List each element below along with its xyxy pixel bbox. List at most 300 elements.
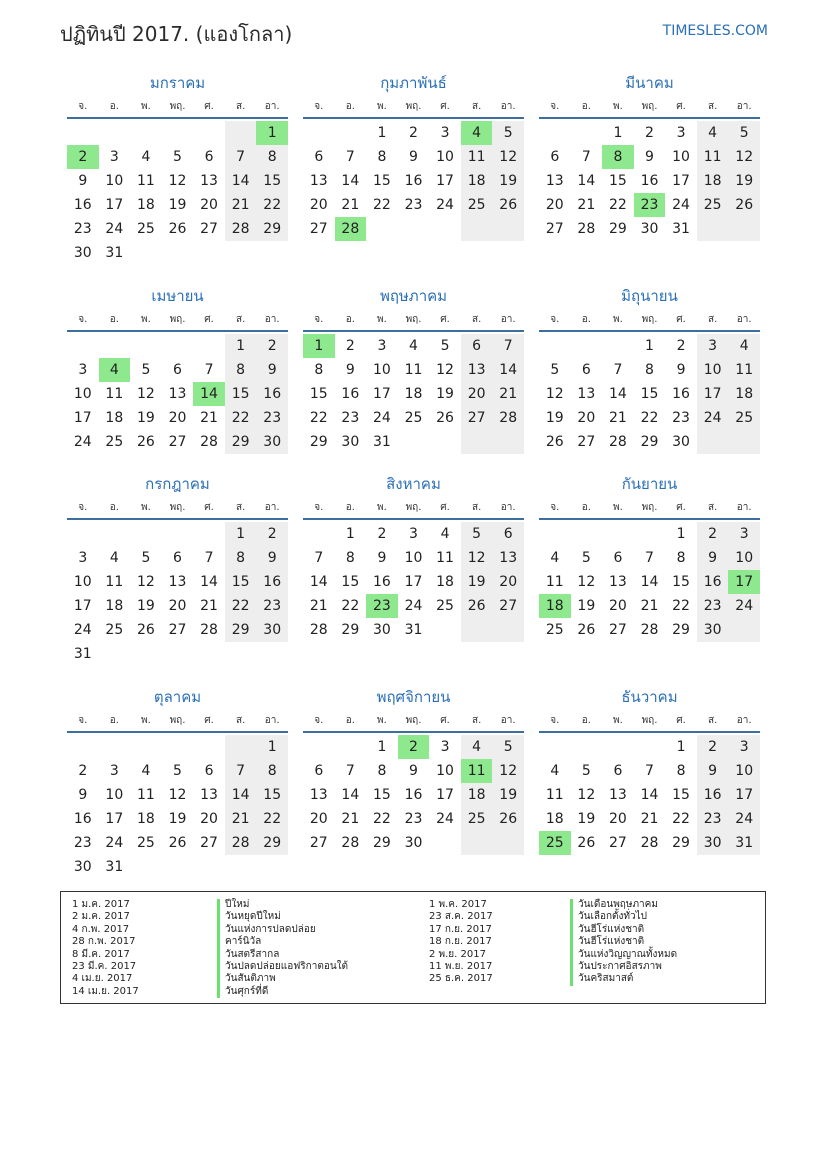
day-cell[interactable]: 17	[735, 787, 754, 803]
day-cell[interactable]: 5	[141, 550, 151, 566]
day-cell[interactable]: 28	[200, 434, 218, 450]
day-cell[interactable]: 2	[377, 526, 387, 542]
day-cell[interactable]: 7	[503, 338, 513, 354]
day-cell[interactable]: 2	[676, 338, 686, 354]
day-cell[interactable]: 30	[263, 622, 282, 638]
day-cell[interactable]: 13	[499, 550, 518, 566]
day-cell[interactable]: 23	[263, 410, 282, 426]
day-cell[interactable]: 26	[735, 197, 754, 213]
day-cell[interactable]: 1	[377, 125, 387, 141]
day-cell[interactable]: 30	[640, 221, 659, 237]
day-cell[interactable]: 30	[672, 434, 690, 450]
day-cell[interactable]: 30	[341, 434, 360, 450]
day-cell[interactable]: 25	[735, 410, 754, 426]
day-cell[interactable]: 9	[708, 550, 718, 566]
day-cell[interactable]: 29	[263, 221, 282, 237]
day-cell[interactable]: 12	[735, 149, 754, 165]
day-cell[interactable]: 9	[645, 149, 654, 165]
day-cell[interactable]: 25	[436, 598, 454, 614]
day-cell[interactable]: 19	[499, 787, 518, 803]
day-cell[interactable]: 11	[467, 149, 486, 165]
day-cell[interactable]: 15	[373, 173, 391, 189]
day-cell[interactable]: 17	[373, 386, 391, 402]
day-cell[interactable]: 24	[105, 835, 124, 851]
day-cell[interactable]: 21	[231, 197, 250, 213]
day-cell[interactable]: 10	[703, 362, 722, 378]
day-cell[interactable]: 31	[373, 434, 391, 450]
day-cell[interactable]: 8	[377, 149, 387, 165]
day-cell[interactable]: 22	[231, 410, 250, 426]
day-cell[interactable]: 24	[105, 221, 124, 237]
day-cell[interactable]: 10	[73, 574, 92, 590]
day-cell[interactable]: 4	[708, 125, 718, 141]
day-cell[interactable]: 17	[703, 386, 722, 402]
day-cell[interactable]: 24	[73, 622, 92, 638]
day-cell[interactable]: 11	[703, 149, 722, 165]
day-cell[interactable]: 11	[436, 550, 454, 566]
day-cell[interactable]: 13	[609, 787, 627, 803]
day-cell[interactable]: 20	[168, 410, 187, 426]
day-cell[interactable]: 19	[577, 811, 596, 827]
day-cell[interactable]: 4	[550, 763, 560, 779]
day-cell[interactable]: 7	[613, 362, 623, 378]
day-cell[interactable]: 16	[373, 574, 391, 590]
day-cell[interactable]: 10	[404, 550, 423, 566]
day-cell[interactable]: 10	[735, 763, 754, 779]
day-cell[interactable]: 21	[609, 410, 627, 426]
day-cell[interactable]: 14	[499, 362, 518, 378]
day-cell[interactable]: 18	[137, 811, 155, 827]
day-cell[interactable]: 19	[137, 410, 155, 426]
day-cell[interactable]: 27	[609, 622, 627, 638]
day-cell[interactable]: 28	[577, 221, 596, 237]
day-cell[interactable]: 16	[73, 197, 92, 213]
day-cell[interactable]: 1	[236, 526, 246, 542]
holiday-day-cell[interactable]: 23	[366, 594, 398, 618]
day-cell[interactable]: 9	[78, 173, 88, 189]
day-cell[interactable]: 18	[467, 787, 486, 803]
day-cell[interactable]: 16	[703, 787, 722, 803]
day-cell[interactable]: 24	[703, 410, 722, 426]
day-cell[interactable]: 8	[645, 362, 654, 378]
day-cell[interactable]: 16	[73, 811, 92, 827]
day-cell[interactable]: 5	[581, 550, 591, 566]
day-cell[interactable]: 14	[341, 787, 360, 803]
day-cell[interactable]: 16	[263, 574, 282, 590]
day-cell[interactable]: 17	[73, 410, 92, 426]
day-cell[interactable]: 2	[267, 338, 277, 354]
day-cell[interactable]: 27	[309, 221, 328, 237]
day-cell[interactable]: 8	[314, 362, 324, 378]
holiday-day-cell[interactable]: 1	[303, 334, 335, 358]
day-cell[interactable]: 10	[672, 149, 690, 165]
day-cell[interactable]: 13	[609, 574, 627, 590]
day-cell[interactable]: 12	[577, 574, 596, 590]
day-cell[interactable]: 18	[545, 811, 564, 827]
day-cell[interactable]: 14	[341, 173, 360, 189]
day-cell[interactable]: 12	[499, 149, 518, 165]
day-cell[interactable]: 6	[314, 763, 324, 779]
day-cell[interactable]: 18	[735, 386, 754, 402]
day-cell[interactable]: 27	[168, 622, 187, 638]
day-cell[interactable]: 7	[204, 362, 214, 378]
day-cell[interactable]: 10	[373, 362, 391, 378]
day-cell[interactable]: 12	[168, 787, 187, 803]
day-cell[interactable]: 3	[409, 526, 418, 542]
day-cell[interactable]: 31	[73, 646, 92, 662]
day-cell[interactable]: 22	[231, 598, 250, 614]
day-cell[interactable]: 10	[436, 763, 454, 779]
day-cell[interactable]: 12	[545, 386, 564, 402]
day-cell[interactable]: 28	[609, 434, 627, 450]
day-cell[interactable]: 14	[231, 787, 250, 803]
day-cell[interactable]: 13	[577, 386, 596, 402]
day-cell[interactable]: 10	[436, 149, 454, 165]
day-cell[interactable]: 2	[78, 763, 88, 779]
day-cell[interactable]: 3	[708, 338, 718, 354]
day-cell[interactable]: 27	[499, 598, 518, 614]
day-cell[interactable]: 14	[200, 574, 218, 590]
day-cell[interactable]: 21	[577, 197, 596, 213]
day-cell[interactable]: 1	[676, 739, 686, 755]
day-cell[interactable]: 14	[640, 574, 659, 590]
day-cell[interactable]: 12	[499, 763, 518, 779]
day-cell[interactable]: 25	[467, 811, 486, 827]
day-cell[interactable]: 23	[263, 598, 282, 614]
site-brand-link[interactable]: TIMESLES.COM	[662, 23, 768, 39]
day-cell[interactable]: 9	[409, 149, 418, 165]
day-cell[interactable]: 25	[404, 410, 423, 426]
holiday-day-cell[interactable]: 2	[398, 735, 430, 759]
day-cell[interactable]: 4	[472, 739, 482, 755]
day-cell[interactable]: 16	[341, 386, 360, 402]
day-cell[interactable]: 18	[467, 173, 486, 189]
day-cell[interactable]: 29	[672, 835, 690, 851]
day-cell[interactable]: 2	[409, 125, 418, 141]
day-cell[interactable]: 6	[581, 362, 591, 378]
day-cell[interactable]: 7	[645, 550, 654, 566]
day-cell[interactable]: 13	[168, 574, 187, 590]
day-cell[interactable]: 29	[309, 434, 328, 450]
day-cell[interactable]: 6	[204, 763, 214, 779]
day-cell[interactable]: 10	[105, 173, 124, 189]
day-cell[interactable]: 15	[373, 787, 391, 803]
day-cell[interactable]: 21	[499, 386, 518, 402]
day-cell[interactable]: 31	[105, 245, 124, 261]
day-cell[interactable]: 14	[577, 173, 596, 189]
day-cell[interactable]: 22	[263, 197, 282, 213]
day-cell[interactable]: 26	[137, 622, 155, 638]
day-cell[interactable]: 20	[545, 197, 564, 213]
day-cell[interactable]: 12	[467, 550, 486, 566]
day-cell[interactable]: 20	[577, 410, 596, 426]
day-cell[interactable]: 1	[613, 125, 623, 141]
day-cell[interactable]: 1	[236, 338, 246, 354]
day-cell[interactable]: 8	[236, 550, 246, 566]
day-cell[interactable]: 6	[204, 149, 214, 165]
day-cell[interactable]: 12	[137, 574, 155, 590]
day-cell[interactable]: 3	[78, 550, 88, 566]
day-cell[interactable]: 13	[200, 787, 218, 803]
day-cell[interactable]: 14	[640, 787, 659, 803]
day-cell[interactable]: 17	[404, 574, 423, 590]
day-cell[interactable]: 8	[345, 550, 355, 566]
day-cell[interactable]: 9	[377, 550, 387, 566]
day-cell[interactable]: 10	[73, 386, 92, 402]
day-cell[interactable]: 24	[735, 598, 754, 614]
day-cell[interactable]: 20	[309, 811, 328, 827]
day-cell[interactable]: 26	[545, 434, 564, 450]
day-cell[interactable]: 13	[168, 386, 187, 402]
day-cell[interactable]: 27	[577, 434, 596, 450]
day-cell[interactable]: 1	[676, 526, 686, 542]
day-cell[interactable]: 26	[467, 598, 486, 614]
day-cell[interactable]: 5	[173, 763, 182, 779]
day-cell[interactable]: 21	[640, 811, 659, 827]
day-cell[interactable]: 9	[708, 763, 718, 779]
day-cell[interactable]: 19	[467, 574, 486, 590]
day-cell[interactable]: 16	[404, 173, 423, 189]
day-cell[interactable]: 19	[545, 410, 564, 426]
day-cell[interactable]: 24	[373, 410, 391, 426]
day-cell[interactable]: 15	[309, 386, 328, 402]
day-cell[interactable]: 11	[545, 787, 564, 803]
day-cell[interactable]: 23	[404, 197, 423, 213]
day-cell[interactable]: 4	[440, 526, 450, 542]
day-cell[interactable]: 3	[739, 739, 749, 755]
day-cell[interactable]: 19	[168, 811, 187, 827]
day-cell[interactable]: 17	[436, 787, 454, 803]
day-cell[interactable]: 7	[314, 550, 324, 566]
holiday-day-cell[interactable]: 18	[539, 594, 571, 618]
day-cell[interactable]: 20	[609, 811, 627, 827]
day-cell[interactable]: 29	[263, 835, 282, 851]
day-cell[interactable]: 5	[739, 125, 749, 141]
day-cell[interactable]: 27	[309, 835, 328, 851]
day-cell[interactable]: 21	[200, 410, 218, 426]
day-cell[interactable]: 21	[640, 598, 659, 614]
day-cell[interactable]: 5	[550, 362, 560, 378]
day-cell[interactable]: 3	[739, 526, 749, 542]
day-cell[interactable]: 1	[377, 739, 387, 755]
day-cell[interactable]: 24	[672, 197, 690, 213]
day-cell[interactable]: 1	[267, 739, 277, 755]
day-cell[interactable]: 25	[545, 622, 564, 638]
day-cell[interactable]: 25	[105, 434, 124, 450]
day-cell[interactable]: 15	[231, 386, 250, 402]
day-cell[interactable]: 21	[341, 197, 360, 213]
day-cell[interactable]: 12	[577, 787, 596, 803]
day-cell[interactable]: 9	[345, 362, 355, 378]
day-cell[interactable]: 24	[436, 811, 454, 827]
day-cell[interactable]: 11	[137, 787, 155, 803]
day-cell[interactable]: 20	[309, 197, 328, 213]
day-cell[interactable]: 30	[703, 835, 722, 851]
day-cell[interactable]: 19	[577, 598, 596, 614]
day-cell[interactable]: 23	[404, 811, 423, 827]
day-cell[interactable]: 4	[141, 763, 151, 779]
day-cell[interactable]: 29	[609, 221, 627, 237]
day-cell[interactable]: 17	[105, 197, 124, 213]
day-cell[interactable]: 4	[109, 550, 119, 566]
holiday-day-cell[interactable]: 28	[335, 217, 367, 241]
day-cell[interactable]: 25	[137, 221, 155, 237]
day-cell[interactable]: 4	[409, 338, 418, 354]
day-cell[interactable]: 3	[78, 362, 88, 378]
day-cell[interactable]: 11	[137, 173, 155, 189]
day-cell[interactable]: 9	[676, 362, 686, 378]
day-cell[interactable]: 3	[109, 149, 119, 165]
day-cell[interactable]: 19	[436, 386, 454, 402]
day-cell[interactable]: 29	[341, 622, 360, 638]
day-cell[interactable]: 13	[309, 787, 328, 803]
day-cell[interactable]: 26	[436, 410, 454, 426]
day-cell[interactable]: 31	[672, 221, 690, 237]
day-cell[interactable]: 22	[341, 598, 360, 614]
day-cell[interactable]: 15	[609, 173, 627, 189]
day-cell[interactable]: 7	[581, 149, 591, 165]
day-cell[interactable]: 10	[735, 550, 754, 566]
day-cell[interactable]: 26	[168, 835, 187, 851]
day-cell[interactable]: 14	[609, 386, 627, 402]
day-cell[interactable]: 21	[309, 598, 328, 614]
day-cell[interactable]: 29	[231, 622, 250, 638]
day-cell[interactable]: 29	[640, 434, 659, 450]
day-cell[interactable]: 5	[472, 526, 482, 542]
day-cell[interactable]: 12	[168, 173, 187, 189]
day-cell[interactable]: 12	[436, 362, 454, 378]
day-cell[interactable]: 23	[703, 811, 722, 827]
day-cell[interactable]: 12	[137, 386, 155, 402]
holiday-day-cell[interactable]: 8	[602, 145, 634, 169]
day-cell[interactable]: 21	[200, 598, 218, 614]
day-cell[interactable]: 27	[200, 221, 218, 237]
day-cell[interactable]: 30	[73, 245, 92, 261]
day-cell[interactable]: 3	[109, 763, 119, 779]
day-cell[interactable]: 20	[168, 598, 187, 614]
day-cell[interactable]: 27	[168, 434, 187, 450]
day-cell[interactable]: 23	[341, 410, 360, 426]
day-cell[interactable]: 5	[440, 338, 450, 354]
day-cell[interactable]: 6	[503, 526, 513, 542]
day-cell[interactable]: 26	[499, 811, 518, 827]
day-cell[interactable]: 25	[105, 622, 124, 638]
day-cell[interactable]: 9	[267, 362, 277, 378]
day-cell[interactable]: 4	[739, 338, 749, 354]
day-cell[interactable]: 16	[703, 574, 722, 590]
day-cell[interactable]: 22	[263, 811, 282, 827]
day-cell[interactable]: 2	[708, 526, 718, 542]
day-cell[interactable]: 6	[613, 550, 623, 566]
day-cell[interactable]: 21	[231, 811, 250, 827]
day-cell[interactable]: 3	[440, 739, 450, 755]
day-cell[interactable]: 27	[467, 410, 486, 426]
holiday-day-cell[interactable]: 4	[461, 121, 493, 145]
day-cell[interactable]: 8	[676, 550, 686, 566]
day-cell[interactable]: 11	[545, 574, 564, 590]
day-cell[interactable]: 5	[173, 149, 182, 165]
day-cell[interactable]: 8	[236, 362, 246, 378]
day-cell[interactable]: 1	[345, 526, 355, 542]
day-cell[interactable]: 25	[703, 197, 722, 213]
day-cell[interactable]: 8	[676, 763, 686, 779]
day-cell[interactable]: 15	[263, 787, 282, 803]
day-cell[interactable]: 7	[345, 763, 355, 779]
day-cell[interactable]: 31	[735, 835, 754, 851]
day-cell[interactable]: 27	[609, 835, 627, 851]
day-cell[interactable]: 5	[141, 362, 151, 378]
day-cell[interactable]: 7	[236, 763, 246, 779]
day-cell[interactable]: 24	[436, 197, 454, 213]
day-cell[interactable]: 17	[73, 598, 92, 614]
day-cell[interactable]: 18	[703, 173, 722, 189]
day-cell[interactable]: 15	[672, 787, 690, 803]
day-cell[interactable]: 1	[645, 338, 654, 354]
day-cell[interactable]: 13	[467, 362, 486, 378]
day-cell[interactable]: 3	[676, 125, 686, 141]
day-cell[interactable]: 28	[640, 622, 659, 638]
day-cell[interactable]: 7	[204, 550, 214, 566]
holiday-day-cell[interactable]: 11	[461, 759, 493, 783]
day-cell[interactable]: 2	[645, 125, 654, 141]
day-cell[interactable]: 23	[703, 598, 722, 614]
day-cell[interactable]: 31	[105, 859, 124, 875]
day-cell[interactable]: 18	[105, 410, 124, 426]
day-cell[interactable]: 30	[373, 622, 391, 638]
day-cell[interactable]: 30	[703, 622, 722, 638]
day-cell[interactable]: 2	[267, 526, 277, 542]
day-cell[interactable]: 28	[309, 622, 328, 638]
day-cell[interactable]: 11	[735, 362, 754, 378]
holiday-day-cell[interactable]: 25	[539, 831, 571, 855]
day-cell[interactable]: 7	[236, 149, 246, 165]
day-cell[interactable]: 26	[137, 434, 155, 450]
holiday-day-cell[interactable]: 23	[634, 193, 666, 217]
day-cell[interactable]: 14	[309, 574, 328, 590]
day-cell[interactable]: 24	[404, 598, 423, 614]
day-cell[interactable]: 3	[440, 125, 450, 141]
day-cell[interactable]: 28	[499, 410, 518, 426]
day-cell[interactable]: 22	[672, 811, 690, 827]
day-cell[interactable]: 24	[735, 811, 754, 827]
day-cell[interactable]: 4	[550, 550, 560, 566]
day-cell[interactable]: 31	[404, 622, 423, 638]
day-cell[interactable]: 30	[263, 434, 282, 450]
day-cell[interactable]: 15	[231, 574, 250, 590]
day-cell[interactable]: 20	[200, 197, 218, 213]
day-cell[interactable]: 18	[137, 197, 155, 213]
day-cell[interactable]: 13	[200, 173, 218, 189]
day-cell[interactable]: 23	[672, 410, 690, 426]
day-cell[interactable]: 6	[613, 763, 623, 779]
day-cell[interactable]: 13	[309, 173, 328, 189]
day-cell[interactable]: 2	[345, 338, 355, 354]
day-cell[interactable]: 8	[377, 763, 387, 779]
day-cell[interactable]: 30	[73, 859, 92, 875]
day-cell[interactable]: 7	[345, 149, 355, 165]
day-cell[interactable]: 11	[105, 574, 124, 590]
day-cell[interactable]: 20	[609, 598, 627, 614]
day-cell[interactable]: 21	[341, 811, 360, 827]
day-cell[interactable]: 28	[341, 835, 360, 851]
day-cell[interactable]: 19	[499, 173, 518, 189]
day-cell[interactable]: 28	[231, 221, 250, 237]
day-cell[interactable]: 16	[263, 386, 282, 402]
day-cell[interactable]: 6	[173, 550, 182, 566]
day-cell[interactable]: 18	[105, 598, 124, 614]
day-cell[interactable]: 30	[404, 835, 423, 851]
day-cell[interactable]: 13	[545, 173, 564, 189]
